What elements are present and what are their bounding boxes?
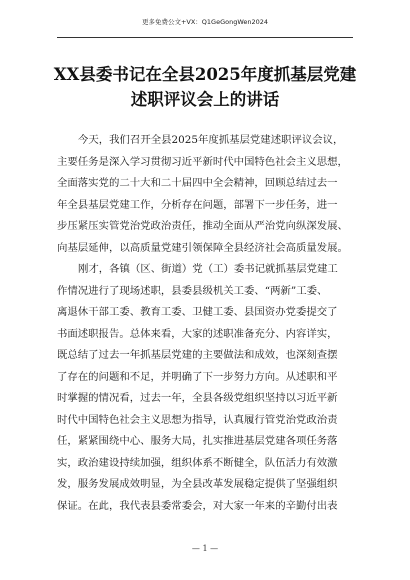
body-line: 任，紧紧围绕中心、服务大局，扎实推进基层党建各项任务落: [57, 435, 338, 447]
body-line: 年全县基层党建工作，分析存在问题，部署下一步任务，进一: [57, 198, 338, 211]
title-line-1: XX县委书记在全县2025年度抓基层党建: [53, 65, 357, 84]
body-line: 实，政治建设持续加强，组织体系不断健全，队伍活力有效激: [57, 456, 338, 469]
header-rule: [57, 37, 353, 38]
title-line-2: 述职评议会上的讲话: [130, 90, 280, 109]
body-line: 书面述职报告。总体来看，大家的述职准备充分、内容详实，: [57, 327, 338, 340]
body-line: 今天，我们召开全县2025年度抓基层党建述职评议会议，: [78, 134, 344, 146]
body-line: 时掌握的情况看，过去一年，全县各级党组织坚持以习近平新: [57, 392, 338, 404]
body-line: 离退休干部工委、教育工委、卫健工委、县国资办党委提交了: [57, 306, 338, 318]
body-line: 主要任务是深入学习贯彻习近平新时代中国特色社会主义思想，: [57, 155, 348, 168]
body-line: 保证。在此，我代表县委常委会，对大家一年来的辛勤付出表: [57, 499, 338, 512]
body-line: 作情况进行了现场述职，县委县级机关工委、“两新”工委、: [57, 284, 328, 297]
header-note: 更多免费公文+VX：Q1GeGongWen2024: [141, 18, 269, 26]
body-line: 刚才，各镇（区、街道）党（工）委书记就抓基层党建工: [78, 263, 338, 275]
document-title: [40, 62, 370, 112]
body-line: 发，服务发展成效明显，为全县改革发展稳定提供了坚强组织: [57, 478, 338, 490]
page-number: — 1 —: [191, 544, 219, 553]
document-body: [57, 130, 357, 517]
body-line: 全面落实党的二十大和二十届四中全会精神，回顾总结过去一: [57, 177, 338, 189]
body-line: 了存在的问题和不足，并明确了下一步努力方向。从述职和平: [57, 370, 338, 383]
body-line: 时代中国特色社会主义思想为指导，认真履行管党治党政治责: [57, 413, 338, 426]
body-line: 步压紧压实管党治党政治责任，推动全面从严治党向纵深发展、: [57, 220, 348, 232]
body-line: 向基层延伸，以高质量党建引领保障全县经济社会高质量发展。: [57, 241, 348, 254]
body-line: 既总结了过去一年抓基层党建的主要做法和成效，也深刻查摆: [57, 349, 338, 361]
